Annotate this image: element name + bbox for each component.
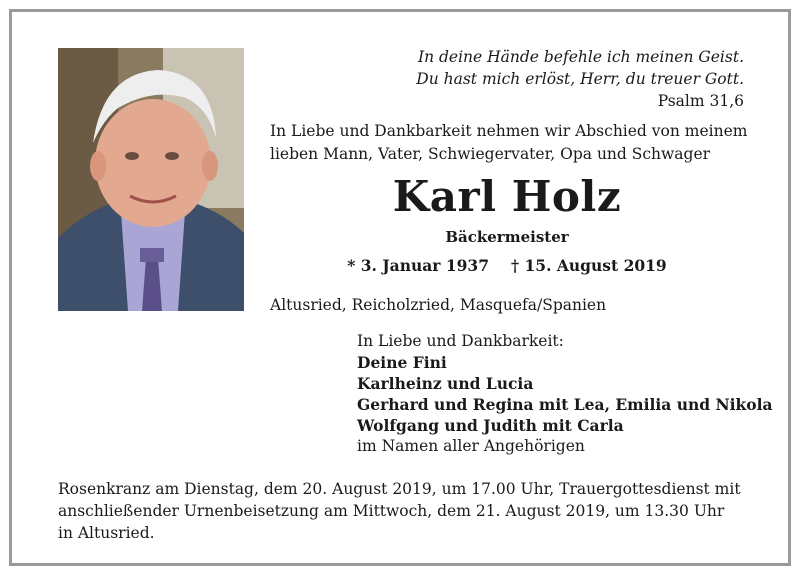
mourner-name: Wolfgang und Judith mit Carla bbox=[357, 416, 624, 435]
mourner-name: Gerhard und Regina mit Lea, Emilia und Nikola bbox=[357, 395, 773, 414]
verse-source: Psalm 31,6 bbox=[657, 92, 744, 110]
places-line: Altusried, Reicholzried, Masquefa/Spanien bbox=[270, 296, 607, 314]
bible-verse bbox=[416, 46, 744, 112]
verse-line-2: Du hast mich erlöst, Herr, du treuer Gott. bbox=[416, 70, 744, 88]
portrait-photo bbox=[58, 48, 244, 311]
birth-date: * 3. Januar 1937 bbox=[347, 256, 490, 275]
mourners-footer: im Namen aller Angehörigen bbox=[357, 437, 585, 455]
life-dates bbox=[270, 256, 744, 275]
mourners-list bbox=[357, 331, 773, 457]
verse-line-1: In deine Hände befehle ich meinen Geist. bbox=[417, 48, 744, 66]
death-date: † 15. August 2019 bbox=[511, 256, 667, 275]
intro-line-2: lieben Mann, Vater, Schwiegervater, Opa und Schwager bbox=[270, 144, 711, 163]
mourner-name: Karlheinz und Lucia bbox=[357, 374, 534, 393]
mourners-heading: In Liebe und Dankbarkeit: bbox=[357, 332, 564, 350]
service-line-2: anschließender Urnenbeisetzung am Mittwoch, dem 21. August 2019, um 13.30 Uhr bbox=[58, 502, 725, 520]
service-line-1: Rosenkranz am Dienstag, dem 20. August 2019, um 17.00 Uhr, Trauergottesdienst mit bbox=[58, 480, 741, 498]
service-line-3: in Altusried. bbox=[58, 524, 155, 542]
farewell-intro bbox=[270, 120, 750, 165]
mourner-name: Deine Fini bbox=[357, 353, 447, 372]
deceased-title: Bäckermeister bbox=[445, 228, 569, 246]
intro-line-1: In Liebe und Dankbarkeit nehmen wir Abschied von meinem bbox=[270, 122, 748, 140]
deceased-name: Karl Holz bbox=[392, 172, 622, 221]
service-details bbox=[58, 478, 744, 544]
